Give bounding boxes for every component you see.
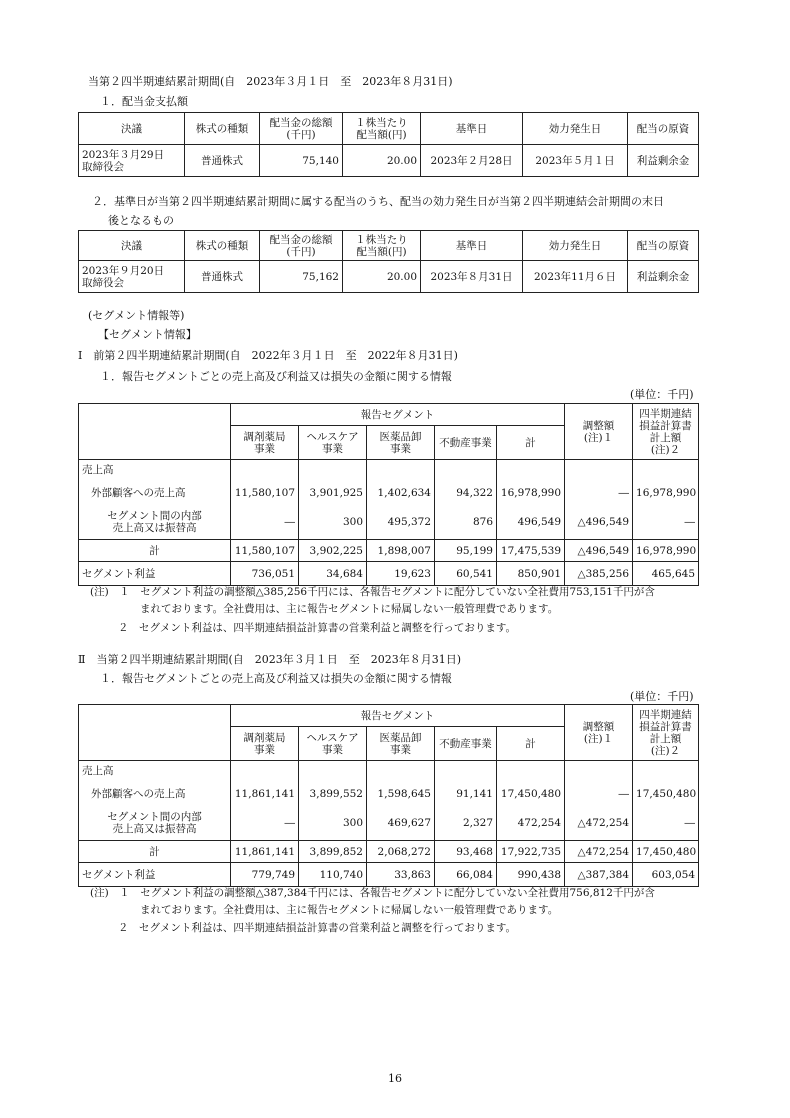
dividend-table-2 [78,230,699,293]
table-cell: 2023年８月31日 [421,261,523,293]
table-cell: 990,438 [497,863,565,887]
table-cell: 利益剰余金 [628,261,699,293]
table-cell: 3,901,925 [299,480,367,506]
table-cell: 16,978,990 [497,480,565,506]
table-cell: 11,580,107 [231,480,299,506]
report-segment-header: 報告セグメント [231,705,565,727]
table-cell: 3,899,552 [299,781,367,807]
row-label: 計 [79,841,231,863]
col-header: 基準日 [421,113,523,145]
table-cell: 1,598,645 [367,781,435,807]
table-cell: 75,162 [260,261,343,293]
dividend-table-1 [78,112,699,177]
table-cell: △496,549 [565,540,633,562]
table-cell: 876 [435,506,497,540]
table-cell: 33,863 [367,863,435,887]
col-header: 医薬品卸 事業 [367,727,435,761]
row-label: 売上高 [79,460,231,480]
prev-period-heading: Ⅰ 前第２四半期連結累計期間(自 2022年３月１日 至 2022年８月31日) [78,349,458,362]
col-header: １株当たり 配当額(円) [343,113,421,145]
col-header: 配当の原資 [628,113,699,145]
row-label: 計 [79,540,231,562]
col-header: 調剤薬局 事業 [231,426,299,460]
col-header: 調剤薬局 事業 [231,727,299,761]
blank-cell [79,705,231,727]
table-cell: △385,256 [565,562,633,586]
adj-header: 調整額 (注)１ [565,705,633,761]
table-cell: ― [565,781,633,807]
note-2: ２ セグメント利益は、四半期連結損益計算書の営業利益と調整を行っております。 [118,922,517,934]
table-cell: 2023年５月１日 [523,145,628,177]
row-label: 売上高 [79,761,231,781]
adj-header: 調整額 (注)１ [565,404,633,460]
col-header: 基準日 [421,231,523,261]
table-cell: 2023年11月６日 [523,261,628,293]
table-cell: 17,450,480 [633,841,699,863]
col-header: 株式の種類 [185,113,260,145]
col-header: 配当金の総額 (千円) [260,231,343,261]
table-cell: 850,901 [497,562,565,586]
period-heading: 当第２四半期連結累計期間(自 2023年３月１日 至 2023年８月31日) [88,75,453,88]
table-cell: 16,978,990 [633,540,699,562]
col-header: 効力発生日 [523,113,628,145]
row-label: 外部顧客への売上高 [79,781,231,807]
table-cell: 17,922,735 [497,841,565,863]
table-cell: 496,549 [497,506,565,540]
table-cell: 2023年９月20日 取締役会 [79,261,185,293]
segment-table-curr [78,704,699,887]
col-header: １株当たり 配当額(円) [343,231,421,261]
table-cell: 91,141 [435,781,497,807]
col-header: 決議 [79,113,185,145]
blank-cell [79,727,231,761]
table-cell: 472,254 [497,807,565,841]
table-cell: 2,327 [435,807,497,841]
table-cell: 1,402,634 [367,480,435,506]
blank-cell [79,426,231,460]
note-2: ２ セグメント利益は、四半期連結損益計算書の営業利益と調整を行っております。 [118,622,517,634]
prev-info-heading: １．報告セグメントごとの売上高及び利益又は損失の金額に関する情報 [100,370,452,383]
page-number: 16 [388,1072,402,1085]
table-cell: 17,475,539 [497,540,565,562]
table-cell: ― [633,506,699,540]
table-cell: 1,898,007 [367,540,435,562]
table-cell: △496,549 [565,506,633,540]
col-header: 計 [497,426,565,460]
table-cell: 2023年３月29日 取締役会 [79,145,185,177]
table-cell: 495,372 [367,506,435,540]
table-cell: 60,541 [435,562,497,586]
row-label: セグメント利益 [79,863,231,887]
col-header: ヘルスケア 事業 [299,426,367,460]
unit-label: (単位：千円) [630,690,694,703]
dividend-heading-2-cont: 後となるもの [108,214,174,227]
table-cell: 603,054 [633,863,699,887]
table-cell: 300 [299,506,367,540]
table-cell: 20.00 [343,145,421,177]
pl-header: 四半期連結 損益計算書 計上額 (注)２ [633,705,699,761]
table-cell: 利益剰余金 [628,145,699,177]
table-cell: 16,978,990 [633,480,699,506]
table-cell: 2023年２月28日 [421,145,523,177]
col-header: 株式の種類 [185,231,260,261]
col-header: 決議 [79,231,185,261]
table-cell: 20.00 [343,261,421,293]
unit-label: (単位：千円) [630,388,694,401]
table-cell: △472,254 [565,841,633,863]
table-cell: 779,749 [231,863,299,887]
col-header: 不動産事業 [435,426,497,460]
blank-cell [79,404,231,426]
table-cell: 17,450,480 [633,781,699,807]
col-header: 医薬品卸 事業 [367,426,435,460]
col-header: 不動産事業 [435,727,497,761]
table-cell: 17,450,480 [497,781,565,807]
table-cell: 300 [299,807,367,841]
table-cell: 465,645 [633,562,699,586]
pl-header: 四半期連結 損益計算書 計上額 (注)２ [633,404,699,460]
table-cell: ― [633,807,699,841]
col-header: 計 [497,727,565,761]
col-header: 配当の原資 [628,231,699,261]
note-1: (注) １ セグメント利益の調整額△387,384千円には、各報告セグメントに配分していない全社費用756,812千円が含 [90,887,655,899]
segment-table-prev [78,403,699,586]
dividend-heading-2: ２．基準日が当第２四半期連結累計期間に属する配当のうち、配当の効力発生日が当第２四半期連結会計期間の末日 [92,195,664,208]
row-label: セグメント間の内部 売上高又は振替高 [79,506,231,540]
col-header: 効力発生日 [523,231,628,261]
table-cell: ― [565,480,633,506]
table-cell: △472,254 [565,807,633,841]
table-cell: 普通株式 [185,261,260,293]
report-segment-header: 報告セグメント [231,404,565,426]
table-cell: 11,861,141 [231,841,299,863]
table-cell: ― [231,807,299,841]
table-cell: 3,902,225 [299,540,367,562]
table-cell: 2,068,272 [367,841,435,863]
table-cell: 3,899,852 [299,841,367,863]
note-1-cont: まれております。全社費用は、主に報告セグメントに帰属しない一般管理費であります。 [140,603,559,615]
curr-period-heading: Ⅱ 当第２四半期連結累計期間(自 2023年３月１日 至 2023年８月31日) [78,653,462,666]
row-label: 外部顧客への売上高 [79,480,231,506]
curr-info-heading: １．報告セグメントごとの売上高及び利益又は損失の金額に関する情報 [100,672,452,685]
table-cell: 469,627 [367,807,435,841]
table-cell: 11,580,107 [231,540,299,562]
table-cell: 11,861,141 [231,781,299,807]
table-cell: 94,322 [435,480,497,506]
row-label: セグメント利益 [79,562,231,586]
table-cell: 93,468 [435,841,497,863]
table-cell: 34,684 [299,562,367,586]
table-cell: ― [231,506,299,540]
table-cell: △387,384 [565,863,633,887]
table-cell: 75,140 [260,145,343,177]
segment-title: (セグメント情報等) [88,309,185,322]
table-cell: 19,623 [367,562,435,586]
table-cell: 110,740 [299,863,367,887]
table-cell: 736,051 [231,562,299,586]
col-header: 配当金の総額 (千円) [260,113,343,145]
table-cell: 66,084 [435,863,497,887]
row-label: セグメント間の内部 売上高又は振替高 [79,807,231,841]
table-cell: 95,199 [435,540,497,562]
note-1-cont: まれております。全社費用は、主に報告セグメントに帰属しない一般管理費であります。 [140,904,559,916]
segment-subtitle: 【セグメント情報】 [98,328,197,341]
table-cell: 普通株式 [185,145,260,177]
note-1: (注) １ セグメント利益の調整額△385,256千円には、各報告セグメントに配分していない全社費用753,151千円が含 [90,586,655,598]
col-header: ヘルスケア 事業 [299,727,367,761]
dividend-heading: １．配当金支払額 [100,95,188,108]
